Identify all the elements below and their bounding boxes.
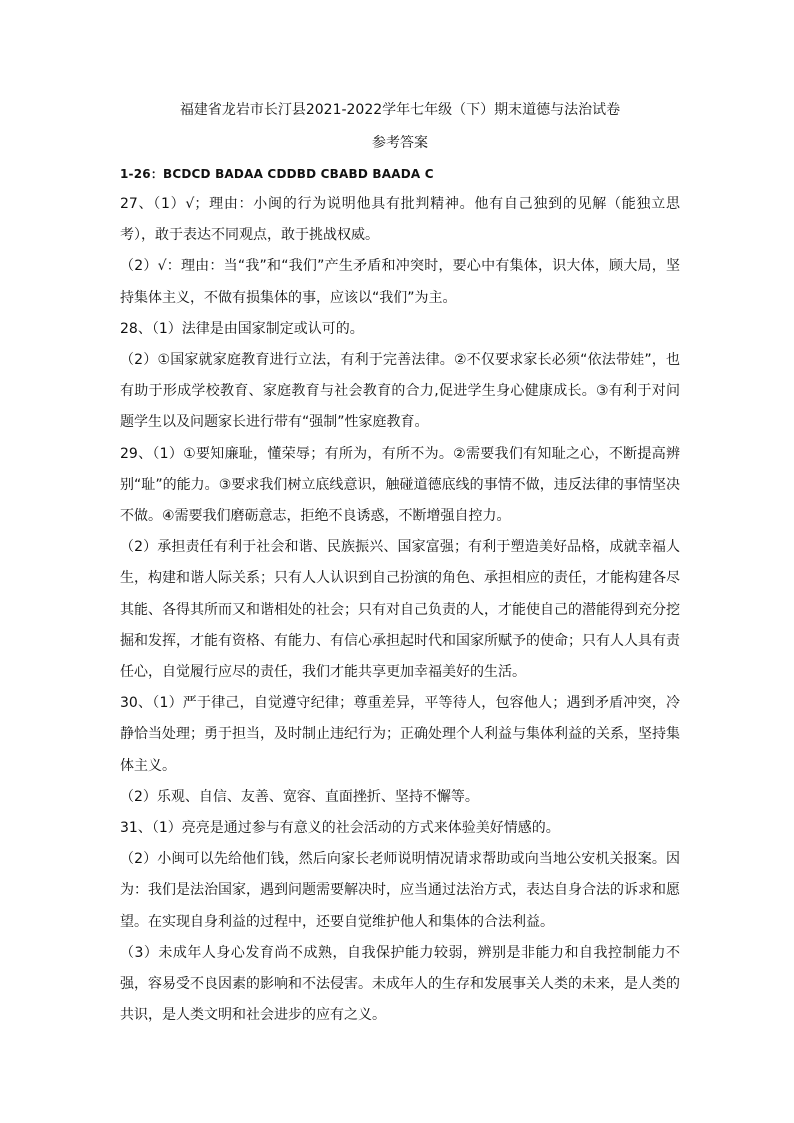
- answer-28-2: （2）①国家就家庭教育进行立法，有利于完善法律。②不仅要求家长必须“依法带娃”，也有助于形成学校教育、家庭教育与社会教育的合力,促进学生身心健康成长。③有利于对问题学生以及问题家长进行带有“强制”性家庭教育。: [120, 352, 680, 431]
- document-subtitle: 参考答案: [372, 135, 428, 151]
- answer-27-1: 27、（1）√；理由：小闽的行为说明他具有批判精神。他有自己独到的见解（能独立思考），敢于表达不同观点，敢于挑战权威。: [120, 196, 680, 244]
- choice-answers: 1-26：BCDCD BADAA CDDBD CBABD BAADA C: [120, 167, 434, 181]
- answer-31-3: （3）未成年人身心发育尚不成熟，自我保护能力较弱，辨别是非能力和自我控制能力不强，容易受不良因素的影响和不法侵害。未成年人的生存和发展事关人类的未来，是人类的共识，是人类文明和社会进步的应有之义。: [120, 944, 680, 1024]
- answer-31-1: 31、（1）亮亮是通过参与有意义的社会活动的方式来体验美好情感的。: [120, 820, 560, 837]
- answer-31-2: （2）小闽可以先给他们钱，然后向家长老师说明情况请求帮助或向当地公安机关报案。因为：我们是法治国家，遇到问题需要解决时，应当通过法治方式，表达自身合法的诉求和愿望。在实现自身利益的过程中，还要自觉维护他人和集体的合法利益。: [120, 851, 680, 930]
- answer-29-2: （2）承担责任有利于社会和谐、民族振兴、国家富强；有利于塑造美好品格，成就幸福人生，构建和谐人际关系；只有人人认识到自己扮演的角色、承担相应的责任，才能构建各尽其能、各得其所而又和谐相处的社会；只有对自己负责的人，才能使自己的潜能得到充分挖掘和发挥，才能有资格、有能力、有信心承担起时代和国家所赋予的使命；只有人人具有责任心，自觉履行应尽的责任，我们才能共享更加幸福美好的生活。: [120, 539, 680, 681]
- document-title: 福建省龙岩市长汀县2021-2022学年七年级（下）期末道德与法治试卷: [179, 102, 621, 118]
- answer-27-2: （2）√：理由：当“我”和“我们”产生矛盾和冲突时，要心中有集体，识大体，顾大局，坚持集体主义，不做有损集体的事，应该以“我们”为主。: [120, 258, 680, 306]
- answer-28-1: 28、（1）法律是由国家制定或认可的。: [120, 320, 364, 337]
- answer-29-1: 29、（1）①要知廉耻，懂荣辱；有所为，有所不为。②需要我们有知耻之心，不断提高辨别“耻”的能力。③要求我们树立底线意识，触碰道德底线的事情不做，违反法律的事情坚决不做。④需要我们磨砺意志，拒绝不良诱惑，不断增强自控力。: [120, 445, 680, 525]
- answer-30-1: 30、（1）严于律己，自觉遵守纪律；尊重差异，平等待人，包容他人；遇到矛盾冲突，冷静恰当处理；勇于担当，及时制止违纪行为；正确处理个人利益与集体利益的关系，坚持集体主义。: [120, 695, 680, 774]
- answer-30-2: （2）乐观、自信、友善、宽容、直面挫折、坚持不懈等。: [120, 788, 479, 805]
- answer-sheet: [120, 100, 680, 1031]
